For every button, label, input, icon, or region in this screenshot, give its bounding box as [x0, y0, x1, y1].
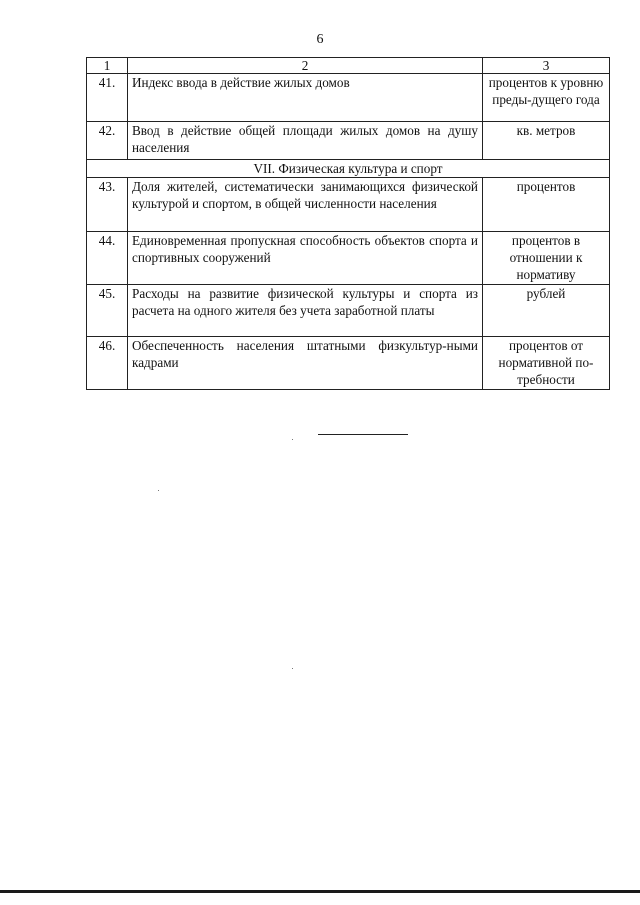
- row-number: 43.: [87, 178, 128, 232]
- scan-speck: [292, 439, 293, 440]
- table-row: [87, 337, 610, 390]
- indicator-unit: рублей: [483, 285, 610, 337]
- column-header-2: 2: [128, 58, 483, 74]
- indicator-unit: процентов от нормативной по-требности: [483, 337, 610, 390]
- row-number: 42.: [87, 122, 128, 160]
- table-row: [87, 232, 610, 285]
- indicator-unit: процентов к уровню преды-дущего года: [483, 74, 610, 122]
- scan-speck: [158, 490, 159, 491]
- bottom-rule: [0, 890, 640, 893]
- row-number: 46.: [87, 337, 128, 390]
- row-number: 44.: [87, 232, 128, 285]
- section-row: [87, 160, 610, 178]
- indicator-name: Расходы на развитие физической культуры и спорта из расчета на одного жителя без учета заработной платы: [128, 285, 483, 337]
- row-number: 41.: [87, 74, 128, 122]
- indicators-table: [86, 57, 610, 390]
- indicator-unit: кв. метров: [483, 122, 610, 160]
- table-row: [87, 122, 610, 160]
- indicator-name: Ввод в действие общей площади жилых домов на душу населения: [128, 122, 483, 160]
- indicator-name: Обеспеченность населения штатными физкультур-ными кадрами: [128, 337, 483, 390]
- indicator-name: Единовременная пропускная способность объектов спорта и спортивных сооружений: [128, 232, 483, 285]
- page-number: 6: [316, 32, 324, 47]
- scan-speck: [292, 668, 293, 669]
- table-header-row: [87, 58, 610, 74]
- indicator-name: Доля жителей, систематически занимающихся физической культурой и спортом, в общей численности населения: [128, 178, 483, 232]
- column-header-1: 1: [87, 58, 128, 74]
- end-separator-line: [318, 434, 408, 435]
- column-header-3: 3: [483, 58, 610, 74]
- indicator-name: Индекс ввода в действие жилых домов: [128, 74, 483, 122]
- indicator-unit: процентов в отношении к нормативу: [483, 232, 610, 285]
- table-row: [87, 285, 610, 337]
- section-title: VII. Физическая культура и спорт: [87, 160, 610, 178]
- indicator-unit: процентов: [483, 178, 610, 232]
- table-row: [87, 178, 610, 232]
- table-row: [87, 74, 610, 122]
- row-number: 45.: [87, 285, 128, 337]
